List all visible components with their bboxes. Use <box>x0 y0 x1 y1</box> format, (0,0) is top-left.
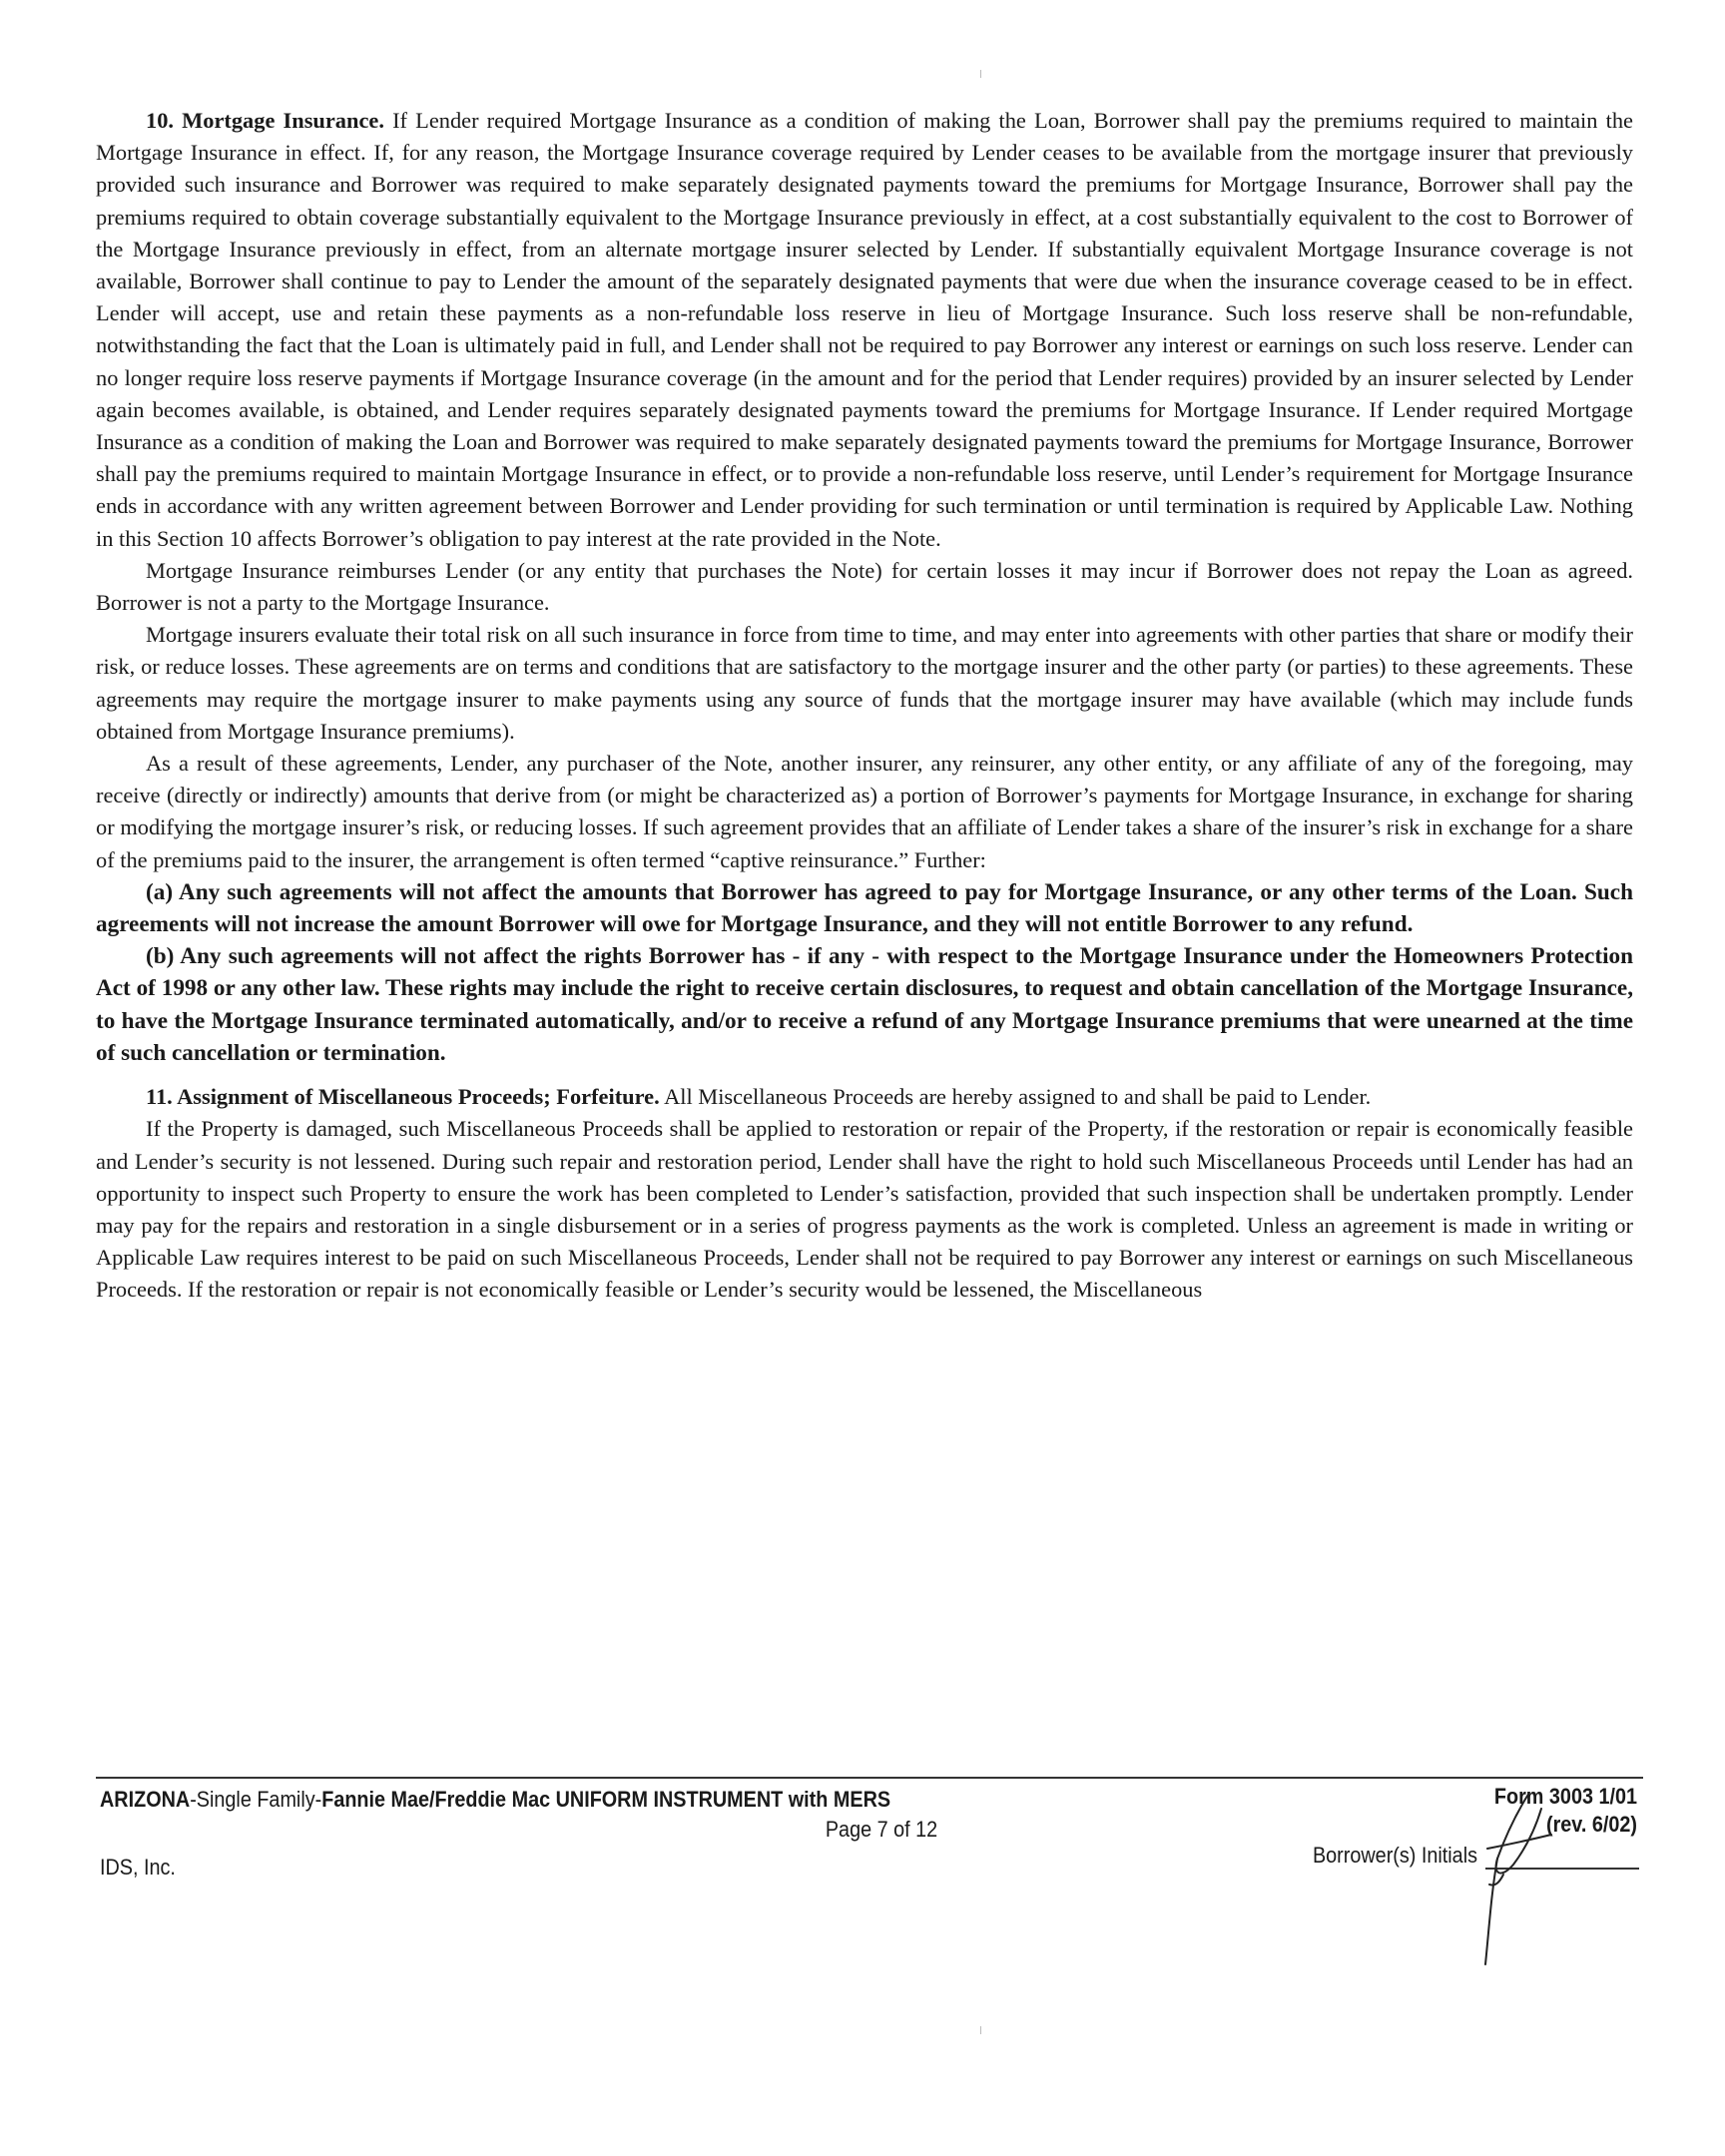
bottom-scan-mark <box>980 2026 981 2034</box>
page-number: Page 7 of 12 <box>825 1817 938 1842</box>
footer-family: -Single Family- <box>190 1787 322 1812</box>
top-scan-mark <box>980 70 981 78</box>
footer-form-title <box>100 1787 890 1813</box>
section-10-paragraph <box>96 105 1633 555</box>
section-11-paragraph <box>96 1081 1633 1113</box>
borrower-initials-label: Borrower(s) Initials <box>1312 1843 1477 1868</box>
section-10-clause-a: (a) Any such agreements will not affect the amounts that Borrower has agreed to pay for Mortgage Insurance, or any other terms of the Loan. Such agreements will not increase the amount Borrower will owe for Mortgage Insurance, and they will not entitle Borrower to any refund. <box>96 878 1633 938</box>
form-revision: (rev. 6/02) <box>1546 1812 1637 1837</box>
section-10-paragraph-3: Mortgage insurers evaluate their total risk on all such insurance in force from time to time, and may enter into agreements with other parties that share or modify their risk, or reduce losses. These agreements are on terms and conditions that are satisfactory to the mortgage insurer and the other party (or parties) to these agreements. These agreements may require the mortgage insurer to make payments using any source of funds that the mortgage insurer may have available (which may include funds obtained from Mortgage Insurance premiums). <box>96 622 1633 744</box>
footer-state: ARIZONA <box>100 1787 191 1812</box>
section-10-clause-b: (b) Any such agreements will not affect the rights Borrower has - if any - with respect to the Mortgage Insurance under the Homeowners Protection Act of 1998 or any other law. These rights may include the right to receive certain disclosures, to request and obtain cancellation of the Mortgage Insurance, to have the Mortgage Insurance terminated automatically, and/or to receive a refund of any Mortgage Insurance premiums that were unearned at the time of such cancellation or termination. <box>96 943 1633 1066</box>
section-11-paragraph-2: If the Property is damaged, such Miscellaneous Proceeds shall be applied to restoration or repair of the Property, if the restoration or repair is economically feasible and Lender’s security is not lessened. During such repair and restoration period, Lender shall have the right to hold such Miscellaneous Proceeds until Lender has had an opportunity to inspect such Property to ensure the work has been completed to Lender’s satisfaction, provided that such inspection shall be undertaken promptly. Lender may pay for the repairs and restoration in a single disbursement or in a series of progress payments as the work is completed. Unless an agreement is made in writing or Applicable Law requires interest to be paid on such Miscellaneous Proceeds, Lender shall not be required to pay Borrower any interest or earnings on such Miscellaneous Proceeds. If the restoration or repair is not economically feasible or Lender’s security would be lessened, the Miscellaneous <box>96 1116 1633 1303</box>
document-body <box>96 105 1633 1307</box>
borrower-initials-signature <box>1467 1775 1587 1994</box>
section-10-intro: If Lender required Mortgage Insurance as a condition of making the Loan, Borrower shall pay the premiums required to maintain the Mortgage Insurance in effect. If, for any reason, the Mortgage Insurance coverage required by Lender ceases to be available from the mortgage insurer that previously provided such insurance and Borrower was required to make separately designated payments toward the premiums for Mortgage Insurance, Borrower shall pay the premiums required to obtain coverage substantially equivalent to the Mortgage Insurance previously in effect, at a cost substantially equivalent to the cost to Borrower of the Mortgage Insurance previously in effect, from an alternate mortgage insurer selected by Lender. If substantially equivalent Mortgage Insurance coverage is not available, Borrower shall continue to pay to Lender the amount of the separately designated payments that were due when the insurance coverage ceased to be in effect. Lender will accept, use and retain these payments as a non-refundable loss reserve in lieu of Mortgage Insurance. Such loss reserve shall be non-refundable, notwithstanding the fact that the Loan is ultimately paid in full, and Lender shall not be required to pay Borrower any interest or earnings on such loss reserve. Lender can no longer require loss reserve payments if Mortgage Insurance coverage (in the amount and for the period that Lender requires) provided by an insurer selected by Lender again becomes available, is obtained, and Lender requires separately designated payments toward the premiums for Mortgage Insurance. If Lender required Mortgage Insurance as a condition of making the Loan and Borrower was required to make separately designated payments toward the premiums for Mortgage Insurance, Borrower shall pay the premiums required to maintain Mortgage Insurance in effect, or to provide a non-refundable loss reserve, until Lender’s requirement for Mortgage Insurance ends in accordance with any written agreement between Borrower and Lender providing for such termination or until termination is required by Applicable Law. Nothing in this Section 10 affects Borrower’s obligation to pay interest at the rate provided in the Note. <box>96 108 1633 551</box>
section-10-paragraph-4: As a result of these agreements, Lender, any purchaser of the Note, another insurer, any reinsurer, any other entity, or any affiliate of any of the foregoing, may receive (directly or indirectly) amounts that derive from (or might be characterized as) a portion of Borrower’s payments for Mortgage Insurance, in exchange for sharing or modifying the mortgage insurer’s risk, or reducing losses. If such agreement provides that an affiliate of Lender takes a share of the insurer’s risk in exchange for a share of the premiums paid to the insurer, the arrangement is often termed “captive reinsurance.” Further: <box>96 751 1633 872</box>
footer-instrument: Fannie Mae/Freddie Mac UNIFORM INSTRUMENT with MERS <box>321 1787 891 1812</box>
footer-divider <box>96 1777 1643 1779</box>
section-11-intro: All Miscellaneous Proceeds are hereby assigned to and shall be paid to Lender. <box>664 1084 1372 1110</box>
footer-company: IDS, Inc. <box>100 1855 176 1880</box>
section-10-paragraph-2: Mortgage Insurance reimburses Lender (or any entity that purchases the Note) for certain losses it may incur if Borrower does not repay the Loan as agreed. Borrower is not a party to the Mortgage Insurance. <box>96 557 1633 616</box>
section-11-heading: 11. Assignment of Miscellaneous Proceeds; Forfeiture. <box>146 1084 660 1110</box>
form-id: Form 3003 1/01 <box>1493 1784 1637 1809</box>
section-10-heading: 10. Mortgage Insurance. <box>146 108 384 133</box>
